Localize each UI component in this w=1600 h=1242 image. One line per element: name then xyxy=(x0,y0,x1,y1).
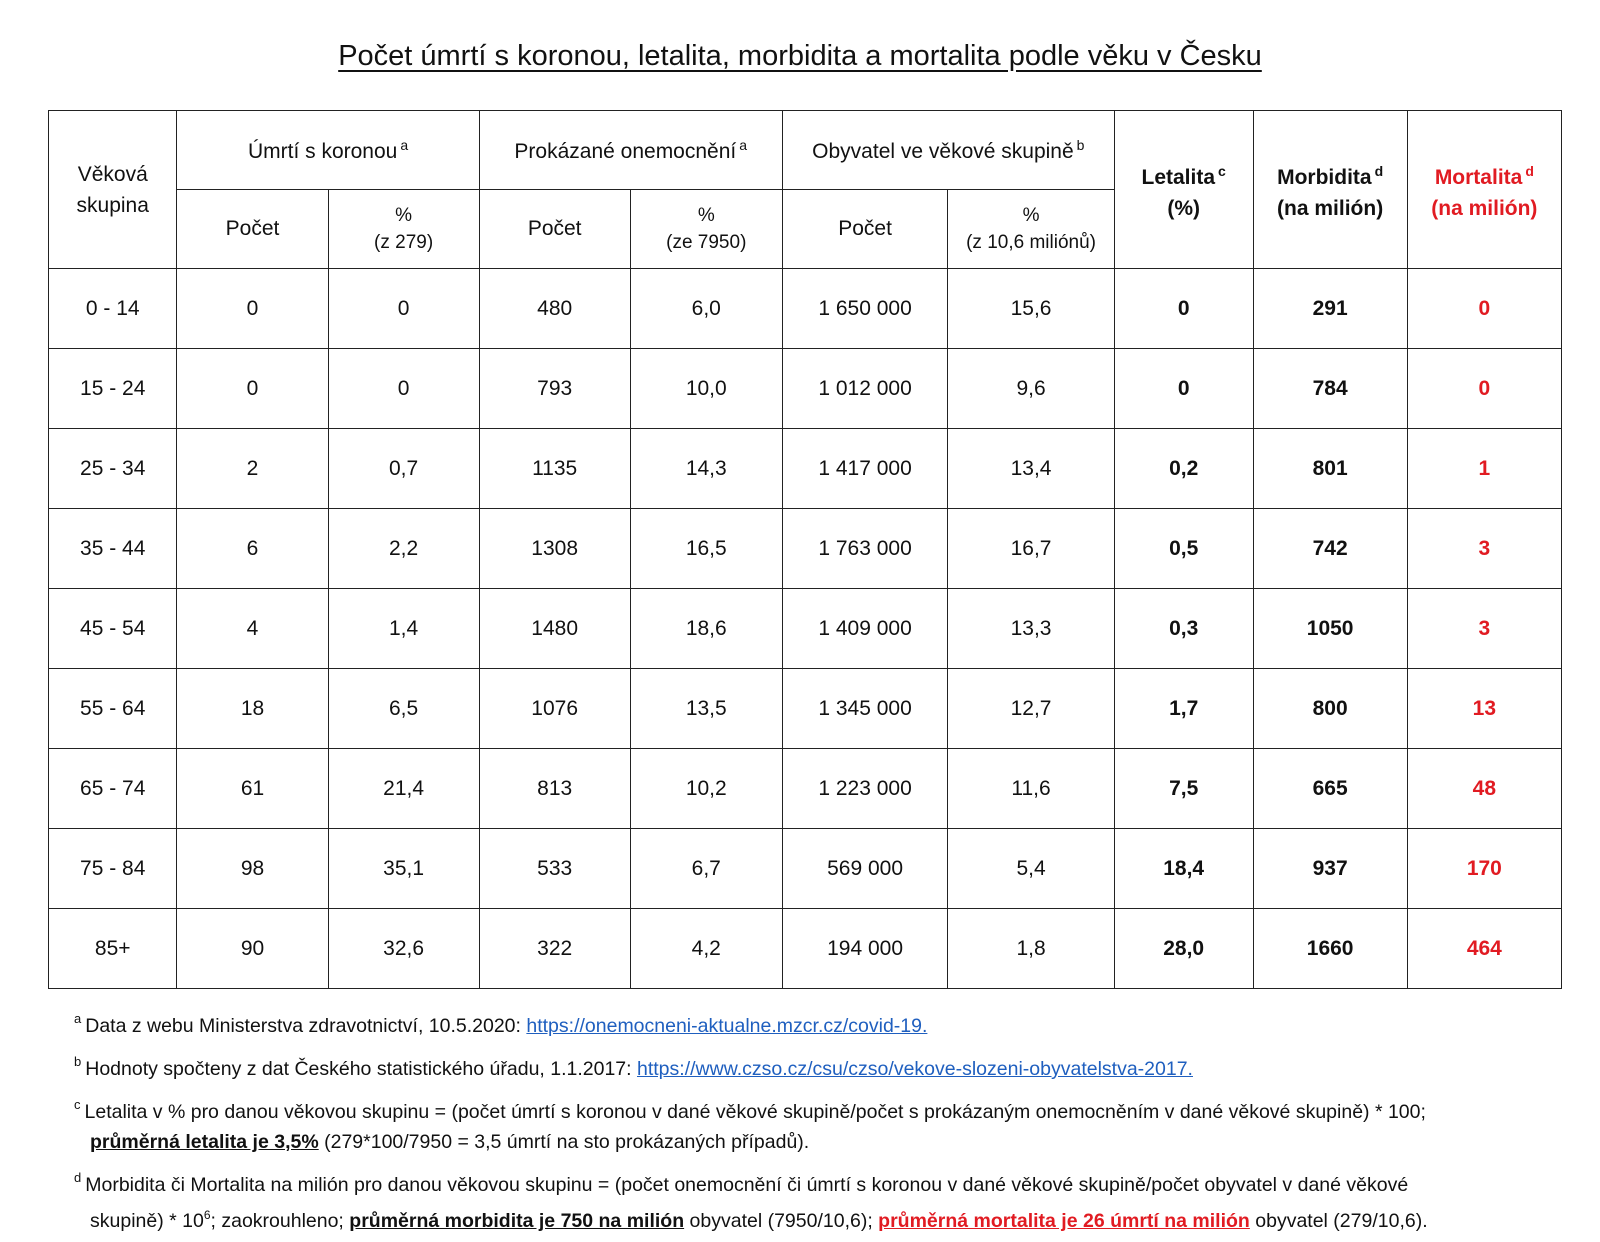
age-cell: 15 - 24 xyxy=(49,349,177,429)
age-cell: 85+ xyxy=(49,909,177,989)
pop-cell: 1 763 000 xyxy=(782,509,947,589)
deaths-cell: 61 xyxy=(177,749,328,829)
morbidity-cell: 800 xyxy=(1253,669,1407,749)
morbidity-cell: 801 xyxy=(1253,429,1407,509)
header-mortality: Mortalita $^d$ (na milión) xyxy=(1407,111,1561,269)
deaths-pct-cell: 2,2 xyxy=(328,509,479,589)
deaths-pct-cell: 1,4 xyxy=(328,589,479,669)
pop-cell: 569 000 xyxy=(782,829,947,909)
mortality-cell: 48 xyxy=(1407,749,1561,829)
deaths-cell: 2 xyxy=(177,429,328,509)
cases-cell: 1076 xyxy=(479,669,630,749)
deaths-pct-cell: 0 xyxy=(328,349,479,429)
morbidity-cell: 742 xyxy=(1253,509,1407,589)
lethality-cell: 0,2 xyxy=(1114,429,1253,509)
deaths-pct-cell: 6,5 xyxy=(328,669,479,749)
cases-cell: 533 xyxy=(479,829,630,909)
deaths-cell: 90 xyxy=(177,909,328,989)
deaths-pct-cell: 35,1 xyxy=(328,829,479,909)
pop-cell: 1 650 000 xyxy=(782,269,947,349)
morbidity-cell: 291 xyxy=(1253,269,1407,349)
pop-cell: 1 409 000 xyxy=(782,589,947,669)
age-cell: 65 - 74 xyxy=(49,749,177,829)
lethality-cell: 0 xyxy=(1114,269,1253,349)
header-cases-count: Počet xyxy=(479,190,630,269)
header-age-group: Věková skupina xyxy=(49,111,177,269)
morbidity-cell: 784 xyxy=(1253,349,1407,429)
pop-cell: 1 012 000 xyxy=(782,349,947,429)
header-population: Obyvatel ve věkové skupině $^b$ xyxy=(782,111,1114,190)
table-row xyxy=(49,509,1562,589)
deaths-pct-cell: 0,7 xyxy=(328,429,479,509)
table-row xyxy=(49,269,1562,349)
lethality-cell: 28,0 xyxy=(1114,909,1253,989)
header-morbidity: Morbidita $^d$ (na milión) xyxy=(1253,111,1407,269)
mortality-cell: 0 xyxy=(1407,269,1561,349)
pop-pct-cell: 13,3 xyxy=(948,589,1115,669)
footnote-d: $^d$ Morbidita či Mortalita na milión pro danou věkovou skupinu = (počet onemocnění či úmrtí s koronou v dané věkové skupině/počet obyvatel v dané věkové skupině) * $10^6$; zaokrouhleno; průměrná morbidita je 750 na milión obyvatel (7950/10,6); průměrná mortalita je 26 úmrtí na milión obyvatel (279/10,6). xyxy=(74,1170,1428,1232)
footnote-c: $^c$ Letalita v % pro danou věkovou skupinu = (počet úmrtí s koronou v dané věkové skupině/počet s prokázaným onemocněním v dané věkové skupině) * 100; průměrná letalita je 3,5% (279*100/7950 = 3,5 úmrtí na sto prokázaných případů). xyxy=(74,1097,1426,1153)
table-row xyxy=(49,589,1562,669)
link-czso[interactable]: https://www.czso.cz/csu/czso/vekove-slozeni-obyvatelstva-2017. xyxy=(637,1058,1193,1080)
table-row xyxy=(49,829,1562,909)
header-deaths-count: Počet xyxy=(177,190,328,269)
footnote-a: $^a$ Data z webu Ministerstva zdravotnictví, 10.5.2020: https://onemocneni-aktualne.mzcr.cz/covid-19. xyxy=(74,1011,928,1037)
cases-cell: 322 xyxy=(479,909,630,989)
cases-pct-cell: 10,0 xyxy=(630,349,782,429)
cases-cell: 1135 xyxy=(479,429,630,509)
cases-cell: 480 xyxy=(479,269,630,349)
header-lethality: Letalita $^c$ (%) xyxy=(1114,111,1253,269)
pop-pct-cell: 1,8 xyxy=(948,909,1115,989)
pop-pct-cell: 16,7 xyxy=(948,509,1115,589)
age-cell: 75 - 84 xyxy=(49,829,177,909)
mortality-cell: 0 xyxy=(1407,349,1561,429)
lethality-cell: 0,3 xyxy=(1114,589,1253,669)
deaths-cell: 18 xyxy=(177,669,328,749)
lethality-cell: 0,5 xyxy=(1114,509,1253,589)
pop-pct-cell: 12,7 xyxy=(948,669,1115,749)
deaths-pct-cell: 32,6 xyxy=(328,909,479,989)
age-cell: 55 - 64 xyxy=(49,669,177,749)
deaths-cell: 6 xyxy=(177,509,328,589)
table-row xyxy=(49,909,1562,989)
page-title: Počet úmrtí s koronou, letalita, morbidita a mortalita podle věku v Česku xyxy=(338,40,1262,72)
table-row xyxy=(49,749,1562,829)
morbidity-cell: 937 xyxy=(1253,829,1407,909)
deaths-cell: 0 xyxy=(177,269,328,349)
cases-pct-cell: 10,2 xyxy=(630,749,782,829)
deaths-cell: 98 xyxy=(177,829,328,909)
mortality-cell: 3 xyxy=(1407,509,1561,589)
header-row-top xyxy=(49,111,1562,190)
pop-pct-cell: 15,6 xyxy=(948,269,1115,349)
footnote-b: $^b$ Hodnoty spočteny z dat Českého statistického úřadu, 1.1.2017: https://www.czso.cz/csu/czso/vekove-slozeni-obyvatelstva-2017. xyxy=(74,1054,1193,1080)
header-cases: Prokázané onemocnění $^a$ xyxy=(479,111,782,190)
header-deaths: Úmrtí s koronou $^a$ xyxy=(177,111,479,190)
pop-cell: 1 417 000 xyxy=(782,429,947,509)
header-cases-pct: % (ze 7950) xyxy=(630,190,782,269)
footnotes xyxy=(74,1004,1514,1242)
deaths-cell: 0 xyxy=(177,349,328,429)
cases-cell: 1308 xyxy=(479,509,630,589)
header-deaths-pct: % (z 279) xyxy=(328,190,479,269)
morbidity-cell: 1050 xyxy=(1253,589,1407,669)
cases-pct-cell: 16,5 xyxy=(630,509,782,589)
pop-pct-cell: 5,4 xyxy=(948,829,1115,909)
cases-pct-cell: 18,6 xyxy=(630,589,782,669)
cases-cell: 1480 xyxy=(479,589,630,669)
deaths-cell: 4 xyxy=(177,589,328,669)
pop-cell: 194 000 xyxy=(782,909,947,989)
deaths-pct-cell: 21,4 xyxy=(328,749,479,829)
morbidity-cell: 1660 xyxy=(1253,909,1407,989)
table-row xyxy=(49,669,1562,749)
pop-cell: 1 223 000 xyxy=(782,749,947,829)
cases-pct-cell: 6,7 xyxy=(630,829,782,909)
header-pop-pct: % (z 10,6 miliónů) xyxy=(948,190,1115,269)
cases-pct-cell: 13,5 xyxy=(630,669,782,749)
age-cell: 25 - 34 xyxy=(49,429,177,509)
lethality-cell: 0 xyxy=(1114,349,1253,429)
lethality-cell: 18,4 xyxy=(1114,829,1253,909)
morbidity-cell: 665 xyxy=(1253,749,1407,829)
cases-cell: 813 xyxy=(479,749,630,829)
cases-pct-cell: 14,3 xyxy=(630,429,782,509)
mortality-cell: 3 xyxy=(1407,589,1561,669)
pop-pct-cell: 13,4 xyxy=(948,429,1115,509)
lethality-cell: 7,5 xyxy=(1114,749,1253,829)
mortality-cell: 1 xyxy=(1407,429,1561,509)
cases-pct-cell: 4,2 xyxy=(630,909,782,989)
mortality-cell: 13 xyxy=(1407,669,1561,749)
age-cell: 0 - 14 xyxy=(49,269,177,349)
cases-pct-cell: 6,0 xyxy=(630,269,782,349)
mortality-cell: 170 xyxy=(1407,829,1561,909)
data-table xyxy=(48,110,1562,989)
table-row xyxy=(49,349,1562,429)
header-pop-count: Počet xyxy=(782,190,947,269)
table-row xyxy=(49,429,1562,509)
age-cell: 35 - 44 xyxy=(49,509,177,589)
pop-pct-cell: 11,6 xyxy=(948,749,1115,829)
link-mzcr[interactable]: https://onemocneni-aktualne.mzcr.cz/covid-19. xyxy=(526,1015,928,1037)
cases-cell: 793 xyxy=(479,349,630,429)
pop-cell: 1 345 000 xyxy=(782,669,947,749)
lethality-cell: 1,7 xyxy=(1114,669,1253,749)
pop-pct-cell: 9,6 xyxy=(948,349,1115,429)
deaths-pct-cell: 0 xyxy=(328,269,479,349)
mortality-cell: 464 xyxy=(1407,909,1561,989)
age-cell: 45 - 54 xyxy=(49,589,177,669)
